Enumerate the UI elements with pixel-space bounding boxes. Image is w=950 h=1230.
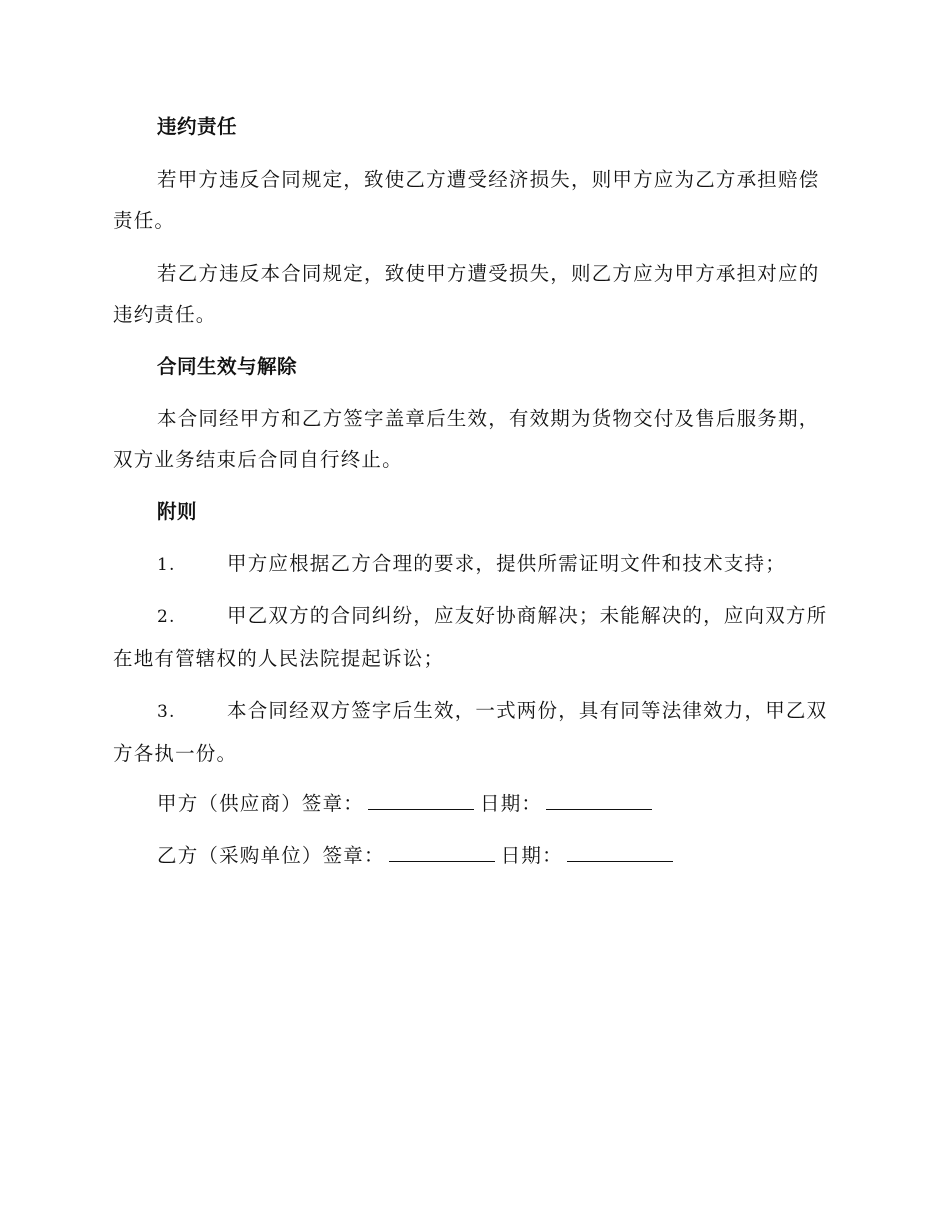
appendix-item-1 bbox=[113, 543, 833, 586]
party-b-signature-label: 乙方（采购单位）签章： bbox=[157, 844, 385, 867]
appendix-item-text: 甲乙双方的合同纠纷，应友好协商解决；未能解决的，应向双方所在地有管辖权的人民法院提起诉讼； bbox=[113, 604, 828, 670]
section-title-appendix: 附则 bbox=[157, 500, 198, 523]
breach-paragraph-1: 若甲方违反合同规定，致使乙方遭受经济损失，则甲方应为乙方承担赔偿责任。 bbox=[113, 168, 820, 232]
party-a-signature-label: 甲方（供应商）签章： bbox=[157, 792, 365, 815]
appendix-item-number: 3. bbox=[157, 702, 176, 722]
section-title-validity: 合同生效与解除 bbox=[157, 355, 298, 378]
appendix-item-number: 1. bbox=[157, 555, 176, 575]
appendix-item-2 bbox=[113, 595, 833, 679]
party-b-date-label: 日期： bbox=[500, 844, 563, 867]
party-b-signature-blank[interactable] bbox=[389, 841, 495, 862]
party-a-signature-line bbox=[157, 789, 658, 819]
party-b-date-blank[interactable] bbox=[567, 841, 673, 862]
party-b-signature-line bbox=[157, 841, 679, 871]
party-a-date-label: 日期： bbox=[480, 792, 543, 815]
appendix-item-text: 本合同经双方签字后生效，一式两份，具有同等法律效力，甲乙双方各执一份。 bbox=[113, 699, 828, 765]
party-a-date-blank[interactable] bbox=[546, 789, 652, 810]
section-title-breach: 违约责任 bbox=[157, 115, 238, 138]
appendix-item-text: 甲方应根据乙方合理的要求，提供所需证明文件和技术支持； bbox=[227, 552, 786, 575]
breach-paragraph-2: 若乙方违反本合同规定，致使甲方遭受损失，则乙方应为甲方承担对应的违约责任。 bbox=[113, 262, 820, 326]
party-a-signature-blank[interactable] bbox=[368, 789, 474, 810]
validity-paragraph-1: 本合同经甲方和乙方签字盖章后生效，有效期为货物交付及售后服务期，双方业务结束后合同自行终止。 bbox=[113, 407, 820, 471]
appendix-item-3 bbox=[113, 690, 833, 774]
appendix-item-number: 2. bbox=[157, 607, 176, 627]
